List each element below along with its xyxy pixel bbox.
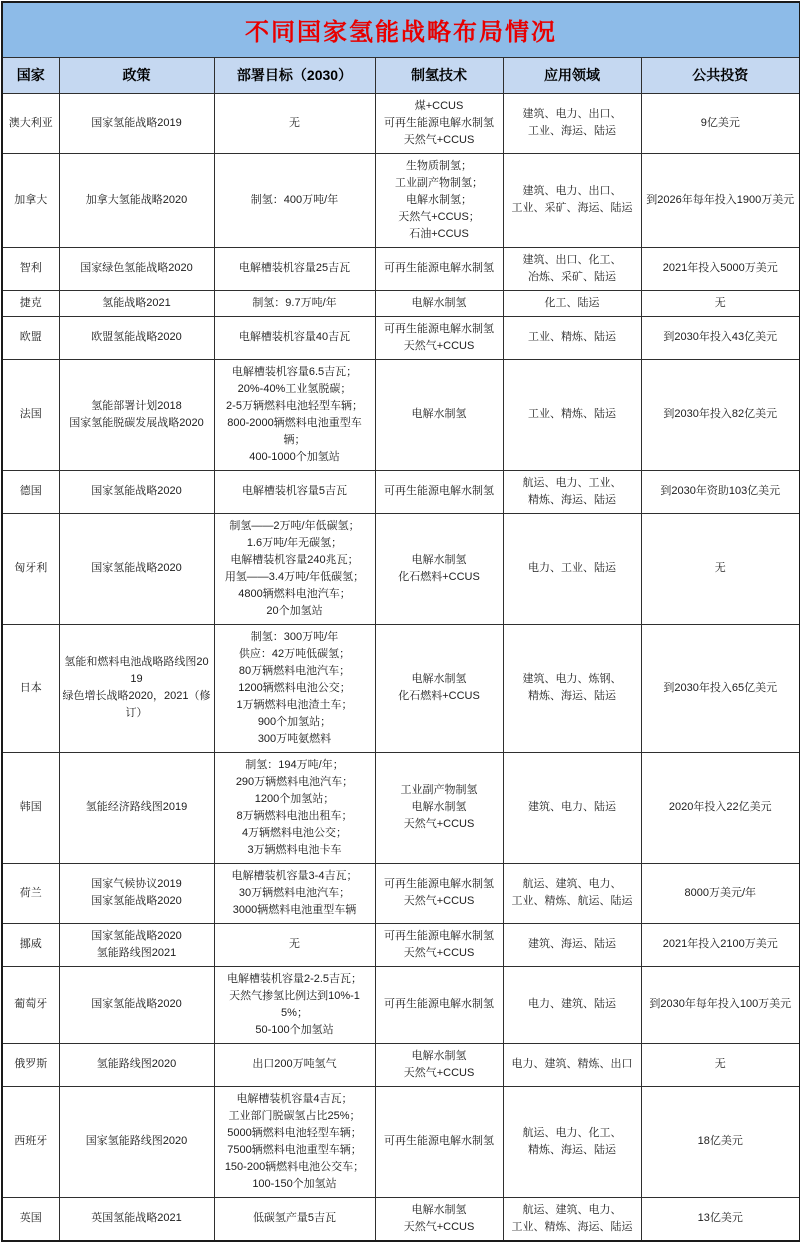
cell-line: 电解槽装机容量3-4吉瓦； bbox=[231, 869, 358, 882]
country-cell bbox=[2, 1086, 59, 1197]
policy-cell bbox=[59, 153, 214, 247]
cell-line: 加拿大 bbox=[14, 193, 48, 206]
cell-line: 建筑、电力、炼钢、 bbox=[522, 673, 622, 685]
cell-line: 1200辆燃料电池公交； bbox=[238, 681, 351, 694]
country-cell bbox=[2, 966, 59, 1043]
cell-line: 1.6万吨/年无碳氢； bbox=[246, 536, 343, 549]
cell-line: 1万辆燃料电池渣土车； bbox=[236, 698, 353, 711]
country-cell bbox=[2, 470, 59, 513]
cell-line: 电解水制氢 bbox=[411, 408, 467, 420]
investment-cell bbox=[641, 247, 800, 290]
table-row bbox=[2, 1197, 800, 1241]
cell-line: 2021年投入2100万美元 bbox=[662, 938, 778, 950]
cell-line: 可再生能源电解水制氢 bbox=[384, 262, 494, 274]
country-cell bbox=[2, 1197, 59, 1241]
cell-line: 建筑、电力、出口、 bbox=[522, 108, 622, 120]
cell-line: 煤+CCUS bbox=[414, 99, 464, 112]
policy-cell bbox=[59, 923, 214, 966]
title-row bbox=[2, 2, 800, 57]
apps-cell bbox=[503, 359, 641, 470]
tech-cell bbox=[375, 316, 503, 359]
cell-line: 匈牙利 bbox=[14, 562, 48, 574]
cell-line: 欧盟 bbox=[19, 331, 42, 343]
target-cell bbox=[214, 966, 375, 1043]
policy-cell bbox=[59, 93, 214, 153]
cell-line: 电解槽装机容量25吉瓦 bbox=[238, 262, 351, 274]
investment-cell bbox=[641, 290, 800, 316]
cell-line: 国家氢能路线图2020 bbox=[85, 1135, 188, 1147]
cell-line: 可再生能源电解水制氢 bbox=[384, 1135, 494, 1147]
cell-line: 天然气掺氢比例达到10%-15%； bbox=[229, 989, 360, 1019]
cell-line: 氢能和燃料电池战略路线图2019 bbox=[64, 656, 209, 685]
tech-cell bbox=[375, 1197, 503, 1241]
apps-cell bbox=[503, 966, 641, 1043]
tech-cell bbox=[375, 923, 503, 966]
apps-cell bbox=[503, 1086, 641, 1197]
tech-cell bbox=[375, 966, 503, 1043]
cell-line: 电解水制氢； bbox=[406, 193, 472, 206]
cell-line: 290万辆燃料电池汽车； bbox=[235, 775, 354, 788]
apps-cell bbox=[503, 513, 641, 624]
policy-cell bbox=[59, 966, 214, 1043]
cell-line: 天然气+CCUS bbox=[403, 946, 475, 959]
cell-line: 制氢——2万吨/年低碳氢； bbox=[229, 519, 360, 532]
cell-line: 工业部门脱碳氢占比25%； bbox=[228, 1109, 361, 1122]
cell-line: 葡萄牙 bbox=[14, 998, 48, 1010]
table-row bbox=[2, 290, 800, 316]
apps-cell bbox=[503, 923, 641, 966]
cell-line: 800-2000辆燃料电池重型车辆； bbox=[227, 416, 362, 446]
target-cell bbox=[214, 863, 375, 923]
cell-line: 5000辆燃料电池轻型车辆； bbox=[227, 1126, 362, 1139]
cell-line: 制氢：194万吨/年； bbox=[245, 758, 344, 771]
cell-line: 7500辆燃料电池重型车辆； bbox=[227, 1143, 362, 1156]
cell-line: 天然气+CCUS； bbox=[398, 210, 480, 223]
tech-cell bbox=[375, 624, 503, 752]
cell-line: 国家氢能战略2020 bbox=[91, 929, 182, 942]
cell-line: 西班牙 bbox=[14, 1135, 48, 1147]
policy-cell bbox=[59, 513, 214, 624]
country-cell bbox=[2, 290, 59, 316]
tech-cell bbox=[375, 513, 503, 624]
cell-line: 3万辆燃料电池卡车 bbox=[247, 843, 342, 856]
cell-line: 精炼、海运、陆运 bbox=[528, 493, 616, 506]
cell-line: 可再生能源电解水制氢 bbox=[384, 116, 494, 129]
cell-line: 电解水制氢 bbox=[411, 1203, 467, 1216]
cell-line: 俄罗斯 bbox=[14, 1058, 48, 1070]
table-row bbox=[2, 316, 800, 359]
target-cell bbox=[214, 923, 375, 966]
cell-line: 3000辆燃料电池重型车辆 bbox=[232, 903, 357, 916]
cell-line: 电解水制氢 bbox=[411, 1049, 467, 1062]
cell-line: 澳大利亚 bbox=[8, 116, 53, 129]
cell-line: 氢能经济路线图2019 bbox=[85, 801, 188, 813]
apps-cell bbox=[503, 93, 641, 153]
cell-line: 4800辆燃料电池汽车； bbox=[238, 587, 351, 600]
cell-line: 制氢：300万吨/年 bbox=[250, 630, 339, 643]
table-body bbox=[2, 93, 800, 1241]
cell-line: 400-1000个加氢站 bbox=[249, 450, 340, 463]
cell-line: 2020年投入22亿美元 bbox=[668, 801, 772, 813]
cell-line: 用氢——3.4万吨/年低碳氢； bbox=[224, 570, 365, 583]
cell-line: 低碳氢产量5吉瓦 bbox=[252, 1212, 337, 1224]
tech-cell bbox=[375, 153, 503, 247]
policy-cell bbox=[59, 1086, 214, 1197]
investment-cell bbox=[641, 470, 800, 513]
cell-line: 300万吨氨燃料 bbox=[257, 732, 332, 745]
cell-line: 氢能战略2021 bbox=[102, 296, 171, 309]
policy-cell bbox=[59, 316, 214, 359]
cell-line: 20个加氢站 bbox=[266, 604, 323, 617]
target-cell bbox=[214, 470, 375, 513]
cell-line: 天然气+CCUS bbox=[403, 1220, 475, 1233]
cell-line: 韩国 bbox=[19, 801, 42, 813]
cell-line: 电解水制氢 bbox=[411, 296, 467, 309]
column-header-target: 部署目标（2030） bbox=[214, 57, 375, 93]
investment-cell bbox=[641, 624, 800, 752]
cell-line: 国家氢能战略2020 bbox=[91, 895, 182, 907]
country-cell bbox=[2, 153, 59, 247]
cell-line: 天然气+CCUS bbox=[403, 818, 475, 830]
cell-line: 可再生能源电解水制氢 bbox=[384, 485, 494, 497]
cell-line: 航运、电力、化工、 bbox=[522, 1126, 622, 1139]
apps-cell bbox=[503, 153, 641, 247]
cell-line: 到2030年资助103亿美元 bbox=[660, 485, 781, 497]
tech-cell bbox=[375, 470, 503, 513]
cell-line: 航运、电力、工业、 bbox=[522, 476, 622, 489]
cell-line: 电解槽装机容量2-2.5吉瓦； bbox=[226, 972, 363, 985]
investment-cell bbox=[641, 93, 800, 153]
cell-line: 到2030年投入43亿美元 bbox=[663, 331, 778, 343]
cell-line: 100-150个加氢站 bbox=[252, 1177, 337, 1190]
cell-line: 电解槽装机容量40吉瓦 bbox=[238, 331, 351, 343]
target-cell bbox=[214, 93, 375, 153]
cell-line: 工业、精炼、航运、陆运 bbox=[511, 895, 633, 907]
country-cell bbox=[2, 316, 59, 359]
investment-cell bbox=[641, 923, 800, 966]
cell-line: 氢能部署计划2018 bbox=[91, 399, 182, 412]
cell-line: 电解水制氢 bbox=[411, 553, 467, 566]
cell-line: 9亿美元 bbox=[700, 116, 740, 129]
tech-cell bbox=[375, 359, 503, 470]
cell-line: 13亿美元 bbox=[697, 1212, 743, 1224]
country-cell bbox=[2, 513, 59, 624]
cell-line: 英国 bbox=[19, 1212, 42, 1224]
investment-cell bbox=[641, 752, 800, 863]
policy-cell bbox=[59, 290, 214, 316]
table-row bbox=[2, 1043, 800, 1086]
cell-line: 电力、工业、陆运 bbox=[528, 562, 616, 574]
apps-cell bbox=[503, 624, 641, 752]
cell-line: 制氢：9.7万吨/年 bbox=[252, 296, 337, 309]
cell-line: 冶炼、采矿、陆运 bbox=[528, 270, 616, 283]
cell-line: 工业、精炼、陆运 bbox=[528, 408, 616, 420]
investment-cell bbox=[641, 863, 800, 923]
tech-cell bbox=[375, 93, 503, 153]
cell-line: 国家氢能战略2019 bbox=[91, 116, 182, 129]
cell-line: 建筑、电力、出口、 bbox=[522, 185, 622, 197]
country-cell bbox=[2, 247, 59, 290]
cell-line: 到2030年每年投入100万美元 bbox=[649, 998, 792, 1010]
country-cell bbox=[2, 923, 59, 966]
cell-line: 精炼、海运、陆运 bbox=[528, 1143, 616, 1156]
apps-cell bbox=[503, 752, 641, 863]
cell-line: 天然气+CCUS bbox=[403, 895, 475, 907]
cell-line: 电解水制氢 bbox=[411, 673, 467, 685]
cell-line: 出口200万吨氢气 bbox=[252, 1058, 337, 1070]
cell-line: 1200个加氢站； bbox=[254, 792, 335, 805]
target-cell bbox=[214, 1197, 375, 1241]
apps-cell bbox=[503, 1043, 641, 1086]
cell-line: 电解水制氢 bbox=[411, 801, 467, 813]
cell-line: 石油+CCUS bbox=[409, 227, 469, 240]
policy-cell bbox=[59, 359, 214, 470]
country-cell bbox=[2, 1043, 59, 1086]
cell-line: 8000万美元/年 bbox=[684, 886, 757, 899]
investment-cell bbox=[641, 1086, 800, 1197]
cell-line: 化石燃料+CCUS bbox=[398, 690, 480, 702]
cell-line: 天然气+CCUS bbox=[403, 1066, 475, 1079]
target-cell bbox=[214, 153, 375, 247]
investment-cell bbox=[641, 1043, 800, 1086]
cell-line: 4万辆燃料电池公交； bbox=[241, 826, 348, 839]
cell-line: 供应：42万吨低碳氢； bbox=[238, 647, 351, 660]
tech-cell bbox=[375, 247, 503, 290]
cell-line: 国家绿色氢能战略2020 bbox=[80, 262, 193, 274]
target-cell bbox=[214, 359, 375, 470]
cell-line: 国家氢能脱碳发展战略2020 bbox=[69, 416, 204, 429]
cell-line: 80万辆燃料电池汽车； bbox=[238, 664, 351, 677]
country-cell bbox=[2, 93, 59, 153]
investment-cell bbox=[641, 966, 800, 1043]
cell-line: 智利 bbox=[19, 262, 42, 274]
tech-cell bbox=[375, 1086, 503, 1197]
table-row bbox=[2, 624, 800, 752]
cell-line: 2-5万辆燃料电池轻型车辆； bbox=[226, 399, 363, 412]
cell-line: 建筑、电力、陆运 bbox=[528, 801, 616, 813]
cell-line: 化石燃料+CCUS bbox=[398, 570, 480, 583]
cell-line: 电力、建筑、陆运 bbox=[528, 998, 616, 1010]
policy-cell bbox=[59, 470, 214, 513]
table-row bbox=[2, 1086, 800, 1197]
investment-cell bbox=[641, 153, 800, 247]
cell-line: 到2030年投入65亿美元 bbox=[663, 681, 778, 694]
cell-line: 20%-40%工业氢脱碳； bbox=[237, 382, 352, 395]
cell-line: 生物质制氢； bbox=[406, 159, 472, 172]
cell-line: 挪威 bbox=[19, 938, 42, 950]
policy-cell bbox=[59, 247, 214, 290]
tech-cell bbox=[375, 1043, 503, 1086]
column-header-investment: 公共投资 bbox=[641, 57, 800, 93]
cell-line: 捷克 bbox=[19, 296, 42, 309]
cell-line: 建筑、海运、陆运 bbox=[528, 938, 616, 950]
apps-cell bbox=[503, 1197, 641, 1241]
table-row bbox=[2, 966, 800, 1043]
target-cell bbox=[214, 247, 375, 290]
policy-cell bbox=[59, 863, 214, 923]
policy-cell bbox=[59, 1043, 214, 1086]
tech-cell bbox=[375, 290, 503, 316]
cell-line: 电解槽装机容量6.5吉瓦； bbox=[231, 365, 358, 378]
hydrogen-strategy-table bbox=[1, 1, 800, 1242]
cell-line: 氢能路线图2021 bbox=[96, 946, 177, 959]
cell-line: 制氢：400万吨/年 bbox=[250, 193, 339, 206]
cell-line: 绿色增长战略2020，2021（修订） bbox=[62, 690, 211, 719]
cell-line: 国家氢能战略2020 bbox=[91, 562, 182, 574]
cell-line: 工业、精炼、陆运 bbox=[528, 331, 616, 343]
cell-line: 电解槽装机容量240兆瓦； bbox=[230, 553, 359, 566]
cell-line: 无 bbox=[714, 296, 726, 309]
cell-line: 化工、陆运 bbox=[544, 296, 600, 309]
table-row bbox=[2, 923, 800, 966]
table-row bbox=[2, 863, 800, 923]
target-cell bbox=[214, 1043, 375, 1086]
policy-cell bbox=[59, 752, 214, 863]
target-cell bbox=[214, 290, 375, 316]
cell-line: 可再生能源电解水制氢 bbox=[384, 998, 494, 1010]
cell-line: 欧盟氢能战略2020 bbox=[91, 331, 182, 343]
cell-line: 18亿美元 bbox=[697, 1135, 743, 1147]
target-cell bbox=[214, 752, 375, 863]
cell-line: 150-200辆燃料电池公交车； bbox=[224, 1160, 365, 1173]
investment-cell bbox=[641, 513, 800, 624]
apps-cell bbox=[503, 470, 641, 513]
cell-line: 8万辆燃料电池出租车； bbox=[236, 809, 353, 822]
cell-line: 国家氢能战略2020 bbox=[91, 998, 182, 1010]
cell-line: 30万辆燃料电池汽车； bbox=[238, 886, 351, 899]
cell-line: 精炼、海运、陆运 bbox=[528, 690, 616, 702]
apps-cell bbox=[503, 863, 641, 923]
cell-line: 加拿大氢能战略2020 bbox=[85, 193, 188, 206]
cell-line: 无 bbox=[289, 116, 300, 129]
policy-cell bbox=[59, 624, 214, 752]
cell-line: 工业副产物制氢 bbox=[400, 784, 478, 796]
apps-cell bbox=[503, 290, 641, 316]
cell-line: 荷兰 bbox=[19, 886, 42, 899]
column-header-policy: 政策 bbox=[59, 57, 214, 93]
cell-line: 可再生能源电解水制氢 bbox=[384, 878, 494, 890]
country-cell bbox=[2, 359, 59, 470]
cell-line: 到2026年每年投入1900万美元 bbox=[646, 193, 795, 206]
cell-line: 德国 bbox=[19, 485, 42, 497]
tech-cell bbox=[375, 863, 503, 923]
table-row bbox=[2, 247, 800, 290]
table-row bbox=[2, 359, 800, 470]
cell-line: 工业、精炼、海运、陆运 bbox=[511, 1220, 633, 1233]
cell-line: 氢能路线图2020 bbox=[96, 1058, 177, 1070]
tech-cell bbox=[375, 752, 503, 863]
cell-line: 法国 bbox=[19, 408, 42, 420]
cell-line: 900个加氢站； bbox=[257, 715, 332, 728]
country-cell bbox=[2, 752, 59, 863]
cell-line: 工业、海运、陆运 bbox=[528, 125, 616, 137]
column-header-row bbox=[2, 57, 800, 93]
cell-line: 2021年投入5000万美元 bbox=[662, 262, 778, 274]
cell-line: 50-100个加氢站 bbox=[255, 1023, 334, 1036]
cell-line: 到2030年投入82亿美元 bbox=[663, 408, 778, 420]
apps-cell bbox=[503, 316, 641, 359]
cell-line: 天然气+CCUS bbox=[403, 339, 475, 352]
cell-line: 建筑、出口、化工、 bbox=[522, 253, 622, 266]
investment-cell bbox=[641, 359, 800, 470]
cell-line: 英国氢能战略2021 bbox=[91, 1212, 182, 1224]
cell-line: 可再生能源电解水制氢 bbox=[384, 929, 494, 942]
target-cell bbox=[214, 624, 375, 752]
target-cell bbox=[214, 513, 375, 624]
cell-line: 无 bbox=[714, 1058, 726, 1070]
cell-line: 国家气候协议2019 bbox=[91, 878, 182, 890]
country-cell bbox=[2, 863, 59, 923]
cell-line: 航运、建筑、电力、 bbox=[522, 1203, 622, 1216]
table-title: 不同国家氢能战略布局情况 bbox=[2, 2, 800, 57]
apps-cell bbox=[503, 247, 641, 290]
cell-line: 天然气+CCUS bbox=[403, 133, 475, 146]
column-header-country: 国家 bbox=[2, 57, 59, 93]
target-cell bbox=[214, 316, 375, 359]
cell-line: 日本 bbox=[19, 681, 42, 694]
cell-line: 电解槽装机容量4吉瓦； bbox=[236, 1092, 353, 1105]
column-header-tech: 制氢技术 bbox=[375, 57, 503, 93]
cell-line: 航运、建筑、电力、 bbox=[522, 878, 622, 890]
table-row bbox=[2, 93, 800, 153]
cell-line: 电力、建筑、精炼、出口 bbox=[511, 1058, 633, 1070]
column-header-apps: 应用领域 bbox=[503, 57, 641, 93]
table-row bbox=[2, 470, 800, 513]
cell-line: 无 bbox=[714, 562, 726, 574]
table-row bbox=[2, 153, 800, 247]
country-cell bbox=[2, 624, 59, 752]
cell-line: 国家氢能战略2020 bbox=[91, 485, 182, 497]
cell-line: 工业、采矿、海运、陆运 bbox=[511, 202, 633, 214]
investment-cell bbox=[641, 316, 800, 359]
investment-cell bbox=[641, 1197, 800, 1241]
cell-line: 可再生能源电解水制氢 bbox=[384, 322, 494, 335]
cell-line: 电解槽装机容量5吉瓦 bbox=[241, 485, 348, 497]
target-cell bbox=[214, 1086, 375, 1197]
table-row bbox=[2, 513, 800, 624]
table-row bbox=[2, 752, 800, 863]
cell-line: 工业副产物制氢； bbox=[395, 176, 483, 189]
policy-cell bbox=[59, 1197, 214, 1241]
cell-line: 无 bbox=[289, 938, 300, 950]
